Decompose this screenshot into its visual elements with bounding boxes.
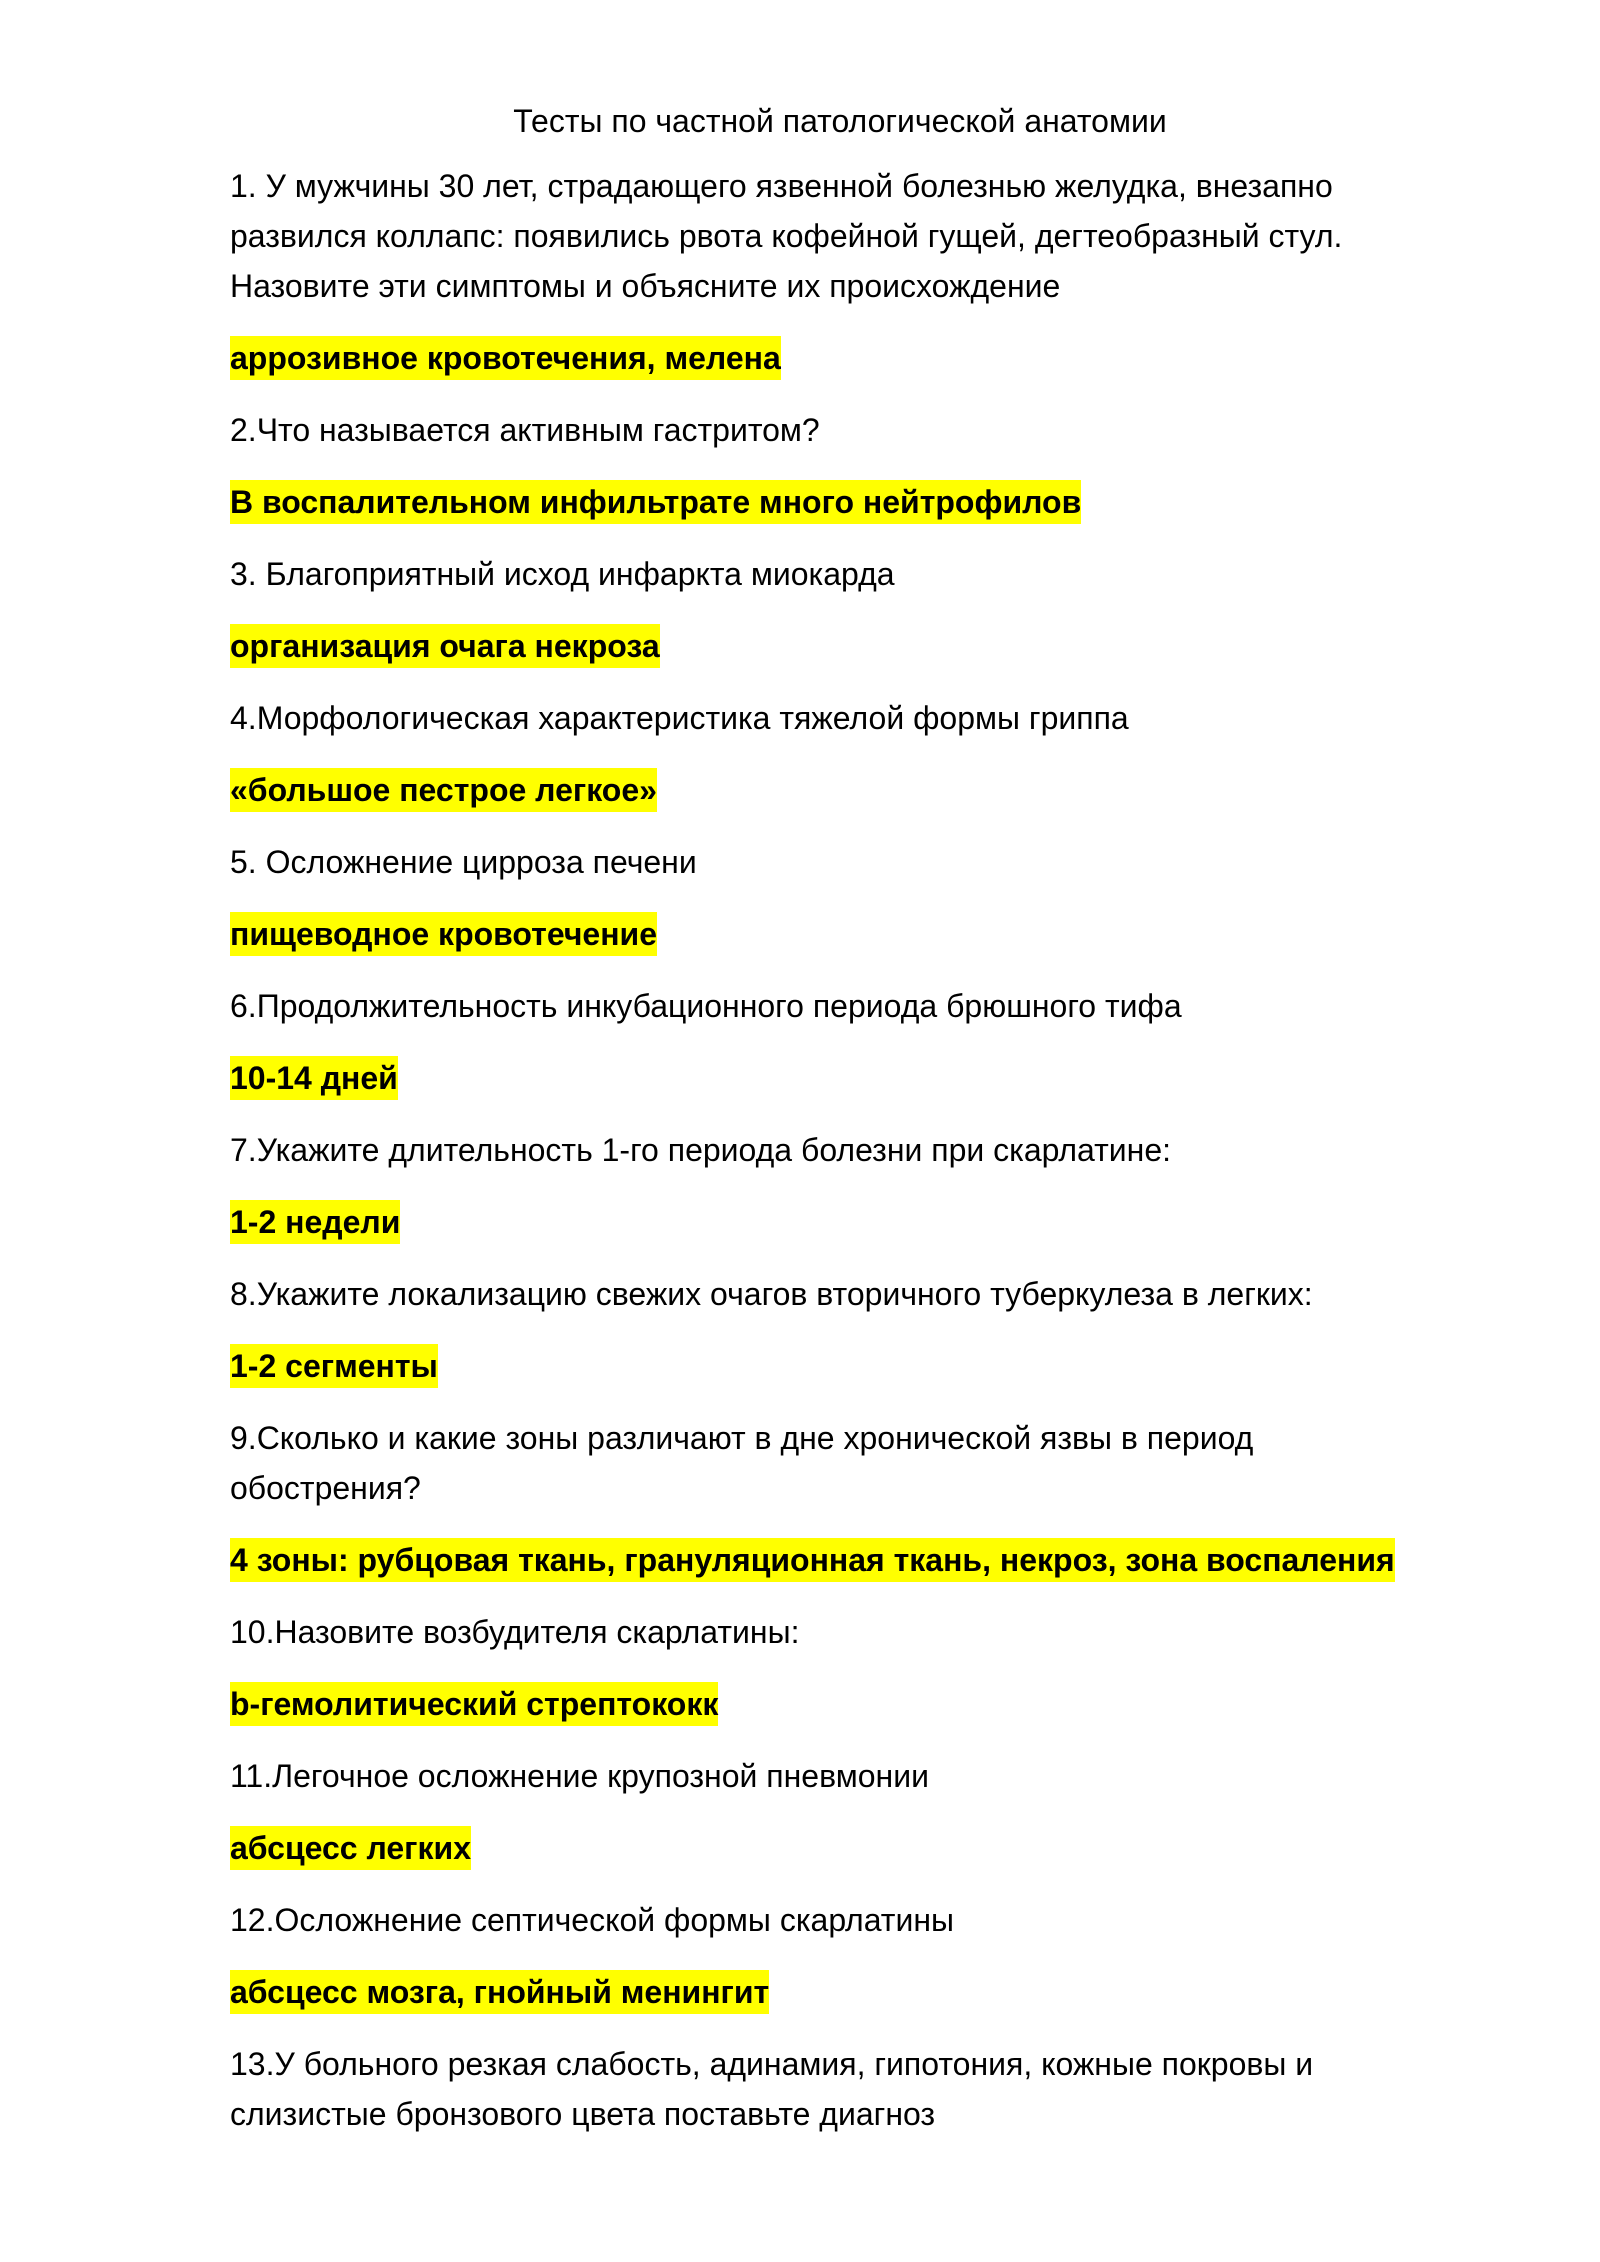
document-title: Тесты по частной патологической анатомии bbox=[513, 103, 1167, 139]
answer-8-highlight: 1-2 сегменты bbox=[230, 1344, 438, 1388]
answer-9 bbox=[230, 1535, 1450, 1585]
answer-4 bbox=[230, 765, 1450, 815]
answer-2-highlight: В воспалительном инфильтрате много нейтрофилов bbox=[230, 480, 1081, 524]
answer-3 bbox=[230, 621, 1450, 671]
question-4: 4.Морфологическая характеристика тяжелой формы гриппа bbox=[230, 700, 1129, 736]
question-10: 10.Назовите возбудителя скарлатины: bbox=[230, 1614, 800, 1650]
document-content bbox=[230, 95, 1450, 2161]
question-1: 1. У мужчины 30 лет, страдающего язвенной болезнью желудка, внезапно развился коллапс: появились рвота кофейной гущей, дегтеобразный стул. Назовите эти симптомы и объясните их происхождение bbox=[230, 168, 1343, 304]
answer-10-highlight: b-гемолитический стрептококк bbox=[230, 1682, 718, 1726]
question-8: 8.Укажите локализацию свежих очагов вторичного туберкулеза в легких: bbox=[230, 1276, 1313, 1312]
question-2: 2.Что называется активным гастритом? bbox=[230, 412, 820, 448]
answer-11-highlight: абсцесс легких bbox=[230, 1826, 471, 1870]
question-13: 13.У больного резкая слабость, адинамия, гипотония, кожные покровы и слизистые бронзового цвета поставьте диагноз bbox=[230, 2046, 1314, 2132]
question-11: 11.Легочное осложнение крупозной пневмонии bbox=[230, 1758, 929, 1794]
answer-1 bbox=[230, 333, 1450, 383]
answer-7 bbox=[230, 1197, 1450, 1247]
answer-5-highlight: пищеводное кровотечение bbox=[230, 912, 657, 956]
answer-5 bbox=[230, 909, 1450, 959]
answer-9-highlight: 4 зоны: рубцовая ткань, грануляционная ткань, некроз, зона воспаления bbox=[230, 1538, 1395, 1582]
answer-6-highlight: 10-14 дней bbox=[230, 1056, 398, 1100]
answer-12 bbox=[230, 1967, 1450, 2017]
answer-1-highlight: аррозивное кровотечения, мелена bbox=[230, 336, 781, 380]
answer-12-highlight: абсцесс мозга, гнойный менингит bbox=[230, 1970, 769, 2014]
question-9: 9.Сколько и какие зоны различают в дне хронической язвы в период обострения? bbox=[230, 1420, 1254, 1506]
answer-7-highlight: 1-2 недели bbox=[230, 1200, 400, 1244]
question-3: 3. Благоприятный исход инфаркта миокарда bbox=[230, 556, 895, 592]
question-6: 6.Продолжительность инкубационного периода брюшного тифа bbox=[230, 988, 1182, 1024]
answer-2 bbox=[230, 477, 1450, 527]
answer-6 bbox=[230, 1053, 1450, 1103]
answer-8 bbox=[230, 1341, 1450, 1391]
question-12: 12.Осложнение септической формы скарлатины bbox=[230, 1902, 954, 1938]
answer-11 bbox=[230, 1823, 1450, 1873]
answer-10 bbox=[230, 1679, 1450, 1729]
answer-4-highlight: «большое пестрое легкое» bbox=[230, 768, 657, 812]
answer-3-highlight: организация очага некроза bbox=[230, 624, 660, 668]
question-5: 5. Осложнение цирроза печени bbox=[230, 844, 697, 880]
question-7: 7.Укажите длительность 1-го периода болезни при скарлатине: bbox=[230, 1132, 1172, 1168]
